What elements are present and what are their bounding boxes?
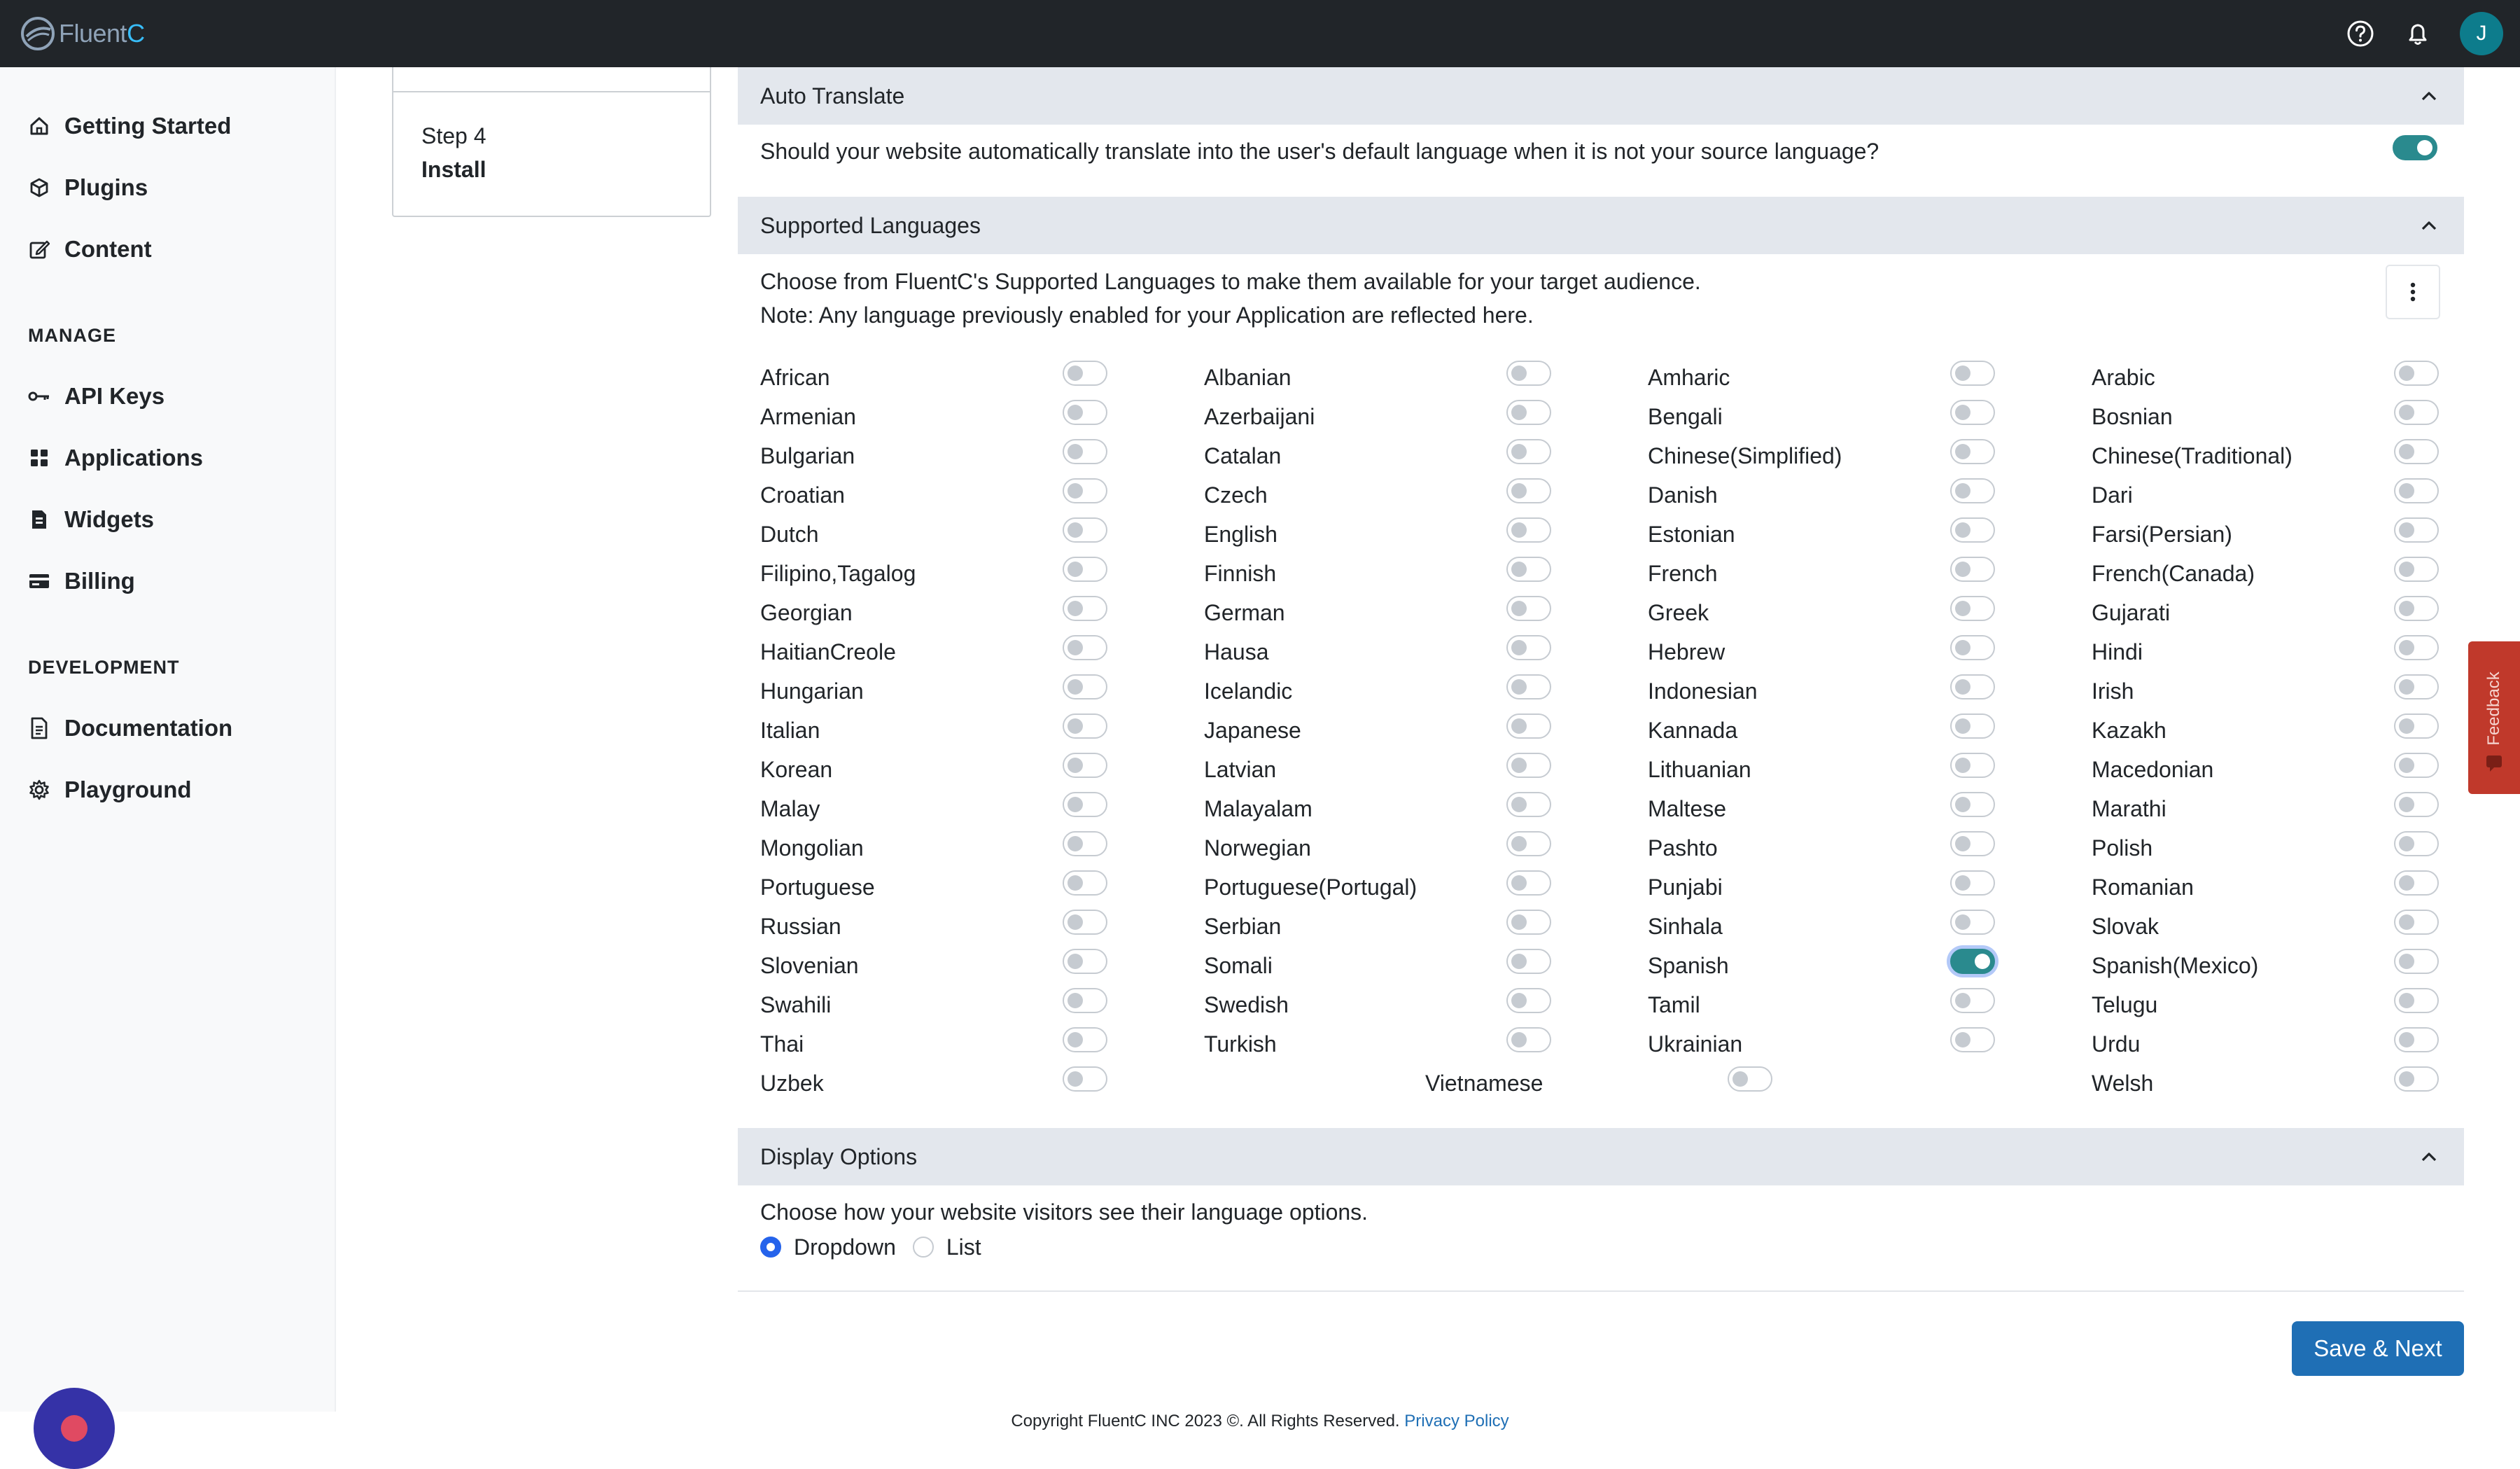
- language-toggle-bosnian[interactable]: [2394, 400, 2439, 425]
- language-label-dutch: Dutch: [760, 522, 819, 547]
- language-toggle-armenian[interactable]: [1063, 400, 1107, 425]
- language-label-czech: Czech: [1204, 482, 1268, 508]
- sidebar-item-plugins[interactable]: [28, 167, 148, 209]
- language-label-kazakh: Kazakh: [2092, 718, 2166, 743]
- language-label-maltese: Maltese: [1648, 796, 1727, 821]
- step-card[interactable]: [392, 67, 711, 217]
- language-label-serbian: Serbian: [1204, 914, 1282, 939]
- home-icon: [28, 115, 50, 137]
- language-label-welsh: Welsh: [2092, 1071, 2154, 1096]
- sidebar-item-widgets[interactable]: [28, 499, 154, 541]
- language-toggle-punjabi[interactable]: [1950, 870, 1995, 896]
- gear-icon: [28, 779, 50, 801]
- language-toggle-maltese[interactable]: [1950, 792, 1995, 817]
- display-mode-radio-group: [760, 1233, 998, 1261]
- display-options-description: Choose how your website visitors see their language options.: [760, 1199, 1368, 1225]
- language-toggle-indonesian[interactable]: [1950, 674, 1995, 699]
- sidebar-item-label: Content: [64, 236, 152, 262]
- sidebar-item-content[interactable]: [28, 228, 152, 270]
- language-toggle-sinhala[interactable]: [1950, 910, 1995, 935]
- language-toggle-haitiancreole[interactable]: [1063, 635, 1107, 660]
- language-toggle-german[interactable]: [1506, 596, 1551, 621]
- language-toggle-gujarati[interactable]: [2394, 596, 2439, 621]
- language-label-slovenian: Slovenian: [760, 953, 859, 978]
- panel-title: Supported Languages: [760, 212, 981, 238]
- language-label-danish: Danish: [1648, 482, 1718, 508]
- step-number: Step 4: [421, 123, 486, 148]
- key-icon: [28, 385, 50, 408]
- language-toggle-polish[interactable]: [2394, 831, 2439, 856]
- help-icon[interactable]: [2345, 18, 2376, 49]
- language-toggle-korean[interactable]: [1063, 753, 1107, 778]
- sidebar-item-applications[interactable]: [28, 437, 203, 479]
- language-toggle-uzbek[interactable]: [1063, 1066, 1107, 1092]
- language-toggle-albanian[interactable]: [1506, 361, 1551, 386]
- avatar[interactable]: [2460, 12, 2503, 55]
- sidebar-item-label: Playground: [64, 777, 192, 802]
- language-label-polish: Polish: [2092, 835, 2153, 861]
- language-label-kannada: Kannada: [1648, 718, 1738, 743]
- language-toggle-croatian[interactable]: [1063, 478, 1107, 503]
- language-label-spanish: Spanish: [1648, 953, 1729, 978]
- language-label-spanish-mexico: Spanish(Mexico): [2092, 953, 2259, 978]
- language-label-punjabi: Punjabi: [1648, 875, 1723, 900]
- language-toggle-pashto[interactable]: [1950, 831, 1995, 856]
- language-toggle-tamil[interactable]: [1950, 988, 1995, 1013]
- language-label-russian: Russian: [760, 914, 841, 939]
- language-label-romanian: Romanian: [2092, 875, 2194, 900]
- sidebar-item-label: Billing: [64, 568, 135, 594]
- language-toggle-hungarian[interactable]: [1063, 674, 1107, 699]
- sidebar-item-label: Plugins: [64, 174, 148, 200]
- language-toggle-azerbaijani[interactable]: [1506, 400, 1551, 425]
- radio-list[interactable]: [913, 1237, 934, 1258]
- language-toggle-portuguese-portugal[interactable]: [1506, 870, 1551, 896]
- languages-note: Note: Any language previously enabled for your Application are reflected here.: [760, 302, 1534, 328]
- language-toggle-hebrew[interactable]: [1950, 635, 1995, 660]
- panel-title: Display Options: [760, 1143, 918, 1169]
- language-label-norwegian: Norwegian: [1204, 835, 1311, 861]
- language-toggle-welsh[interactable]: [2394, 1066, 2439, 1092]
- edit-icon: [28, 238, 50, 260]
- sidebar: [0, 67, 336, 1412]
- language-toggle-swahili[interactable]: [1063, 988, 1107, 1013]
- language-toggle-turkish[interactable]: [1506, 1027, 1551, 1052]
- language-label-farsi-persian: Farsi(Persian): [2092, 522, 2232, 547]
- language-toggle-lithuanian[interactable]: [1950, 753, 1995, 778]
- language-toggle-chinese-traditional[interactable]: [2394, 439, 2439, 464]
- language-label-finnish: Finnish: [1204, 561, 1277, 586]
- language-label-french-canada: French(Canada): [2092, 561, 2255, 586]
- language-label-chinese-simplified: Chinese(Simplified): [1648, 443, 1842, 468]
- language-label-korean: Korean: [760, 757, 833, 782]
- language-toggle-marathi[interactable]: [2394, 792, 2439, 817]
- language-label-japanese: Japanese: [1204, 718, 1301, 743]
- language-label-somali: Somali: [1204, 953, 1273, 978]
- language-toggle-farsi-persian[interactable]: [2394, 517, 2439, 543]
- language-label-armenian: Armenian: [760, 404, 856, 429]
- language-toggle-georgian[interactable]: [1063, 596, 1107, 621]
- sidebar-item-label: Getting Started: [64, 113, 232, 139]
- language-label-greek: Greek: [1648, 600, 1709, 625]
- bell-icon[interactable]: [2402, 18, 2433, 49]
- language-label-bosnian: Bosnian: [2092, 404, 2173, 429]
- section-heading-development: DEVELOPMENT: [28, 657, 180, 678]
- language-toggle-french[interactable]: [1950, 557, 1995, 582]
- language-label-latvian: Latvian: [1204, 757, 1277, 782]
- language-label-ukrainian: Ukrainian: [1648, 1031, 1743, 1057]
- sidebar-item-label: Applications: [64, 445, 204, 471]
- display-options-header[interactable]: [738, 1128, 2464, 1185]
- language-toggle-urdu[interactable]: [2394, 1027, 2439, 1052]
- language-label-portuguese-portugal: Portuguese(Portugal): [1204, 875, 1418, 900]
- language-label-hungarian: Hungarian: [760, 678, 864, 704]
- language-toggle-czech[interactable]: [1506, 478, 1551, 503]
- language-label-pashto: Pashto: [1648, 835, 1718, 861]
- language-toggle-estonian[interactable]: [1950, 517, 1995, 543]
- save-next-button[interactable]: Save & Next: [2292, 1321, 2464, 1376]
- language-toggle-romanian[interactable]: [2394, 870, 2439, 896]
- chevron-up-icon[interactable]: [2416, 1144, 2442, 1169]
- sidebar-item-label: API Keys: [64, 383, 165, 409]
- language-toggle-danish[interactable]: [1950, 478, 1995, 503]
- chevron-up-icon[interactable]: [2416, 213, 2442, 238]
- language-toggle-vietnamese[interactable]: [1728, 1066, 1772, 1092]
- language-toggle-serbian[interactable]: [1506, 910, 1551, 935]
- top-bar: [0, 0, 2520, 67]
- language-label-thai: Thai: [760, 1031, 804, 1057]
- language-toggle-bengali[interactable]: [1950, 400, 1995, 425]
- language-toggle-bulgarian[interactable]: [1063, 439, 1107, 464]
- language-toggle-somali[interactable]: [1506, 949, 1551, 974]
- brand-name: FluentC: [59, 19, 145, 48]
- language-toggle-latvian[interactable]: [1506, 753, 1551, 778]
- widget-icon: [28, 508, 50, 531]
- language-label-portuguese: Portuguese: [760, 875, 875, 900]
- sidebar-item-label: Widgets: [64, 506, 155, 532]
- supported-languages-header[interactable]: [738, 197, 2464, 254]
- language-label-hindi: Hindi: [2092, 639, 2143, 664]
- language-label-hebrew: Hebrew: [1648, 639, 1726, 664]
- language-toggle-english[interactable]: [1506, 517, 1551, 543]
- language-toggle-macedonian[interactable]: [2394, 753, 2439, 778]
- language-label-dari: Dari: [2092, 482, 2133, 508]
- language-label-hausa: Hausa: [1204, 639, 1269, 664]
- avatar-initial: J: [2476, 22, 2487, 45]
- card-icon: [28, 570, 50, 592]
- section-heading-manage: MANAGE: [28, 325, 116, 346]
- language-label-french: French: [1648, 561, 1718, 586]
- auto-translate-question: Should your website automatically translate into the user's default language when it is not your source language?: [760, 139, 1879, 164]
- language-label-uzbek: Uzbek: [760, 1071, 824, 1096]
- chevron-up-icon[interactable]: [2416, 83, 2442, 109]
- more-options-button[interactable]: [2386, 265, 2440, 319]
- step-card-divider: [393, 91, 710, 92]
- language-toggle-dari[interactable]: [2394, 478, 2439, 503]
- language-label-slovak: Slovak: [2092, 914, 2160, 939]
- language-label-lithuanian: Lithuanian: [1648, 757, 1751, 782]
- language-toggle-kannada[interactable]: [1950, 713, 1995, 739]
- language-toggle-spanish-mexico[interactable]: [2394, 949, 2439, 974]
- language-toggle-japanese[interactable]: [1506, 713, 1551, 739]
- language-toggle-russian[interactable]: [1063, 910, 1107, 935]
- language-toggle-kazakh[interactable]: [2394, 713, 2439, 739]
- language-label-vietnamese: Vietnamese: [1425, 1071, 1544, 1096]
- feedback-label: Feedback: [2484, 671, 2503, 746]
- cube-icon: [28, 176, 50, 199]
- footer: [0, 1412, 2520, 1431]
- language-label-malayalam: Malayalam: [1204, 796, 1312, 821]
- language-label-catalan: Catalan: [1204, 443, 1282, 468]
- copyright-text: Copyright FluentC INC 2023 ©. All Rights Reserved.: [1011, 1412, 1400, 1430]
- language-label-bulgarian: Bulgarian: [760, 443, 855, 468]
- language-toggle-greek[interactable]: [1950, 596, 1995, 621]
- language-toggle-telugu[interactable]: [2394, 988, 2439, 1013]
- language-label-amharic: Amharic: [1648, 365, 1730, 390]
- sidebar-item-billing[interactable]: [28, 560, 135, 602]
- language-label-croatian: Croatian: [760, 482, 845, 508]
- language-toggle-slovak[interactable]: [2394, 910, 2439, 935]
- document-icon: [28, 717, 50, 739]
- language-label-marathi: Marathi: [2092, 796, 2166, 821]
- language-toggle-swedish[interactable]: [1506, 988, 1551, 1013]
- kebab-menu-icon: [2410, 282, 2416, 302]
- language-toggle-ukrainian[interactable]: [1950, 1027, 1995, 1052]
- language-toggle-hausa[interactable]: [1506, 635, 1551, 660]
- language-label-irish: Irish: [2092, 678, 2134, 704]
- language-label-georgian: Georgian: [760, 600, 853, 625]
- language-toggle-chinese-simplified[interactable]: [1950, 439, 1995, 464]
- language-label-icelandic: Icelandic: [1204, 678, 1293, 704]
- language-label-telugu: Telugu: [2092, 992, 2158, 1017]
- privacy-policy-link[interactable]: Privacy Policy: [1404, 1412, 1509, 1430]
- language-label-haitiancreole: HaitianCreole: [760, 639, 896, 664]
- language-toggle-thai[interactable]: [1063, 1027, 1107, 1052]
- language-label-sinhala: Sinhala: [1648, 914, 1723, 939]
- language-label-gujarati: Gujarati: [2092, 600, 2171, 625]
- language-toggle-malay[interactable]: [1063, 792, 1107, 817]
- language-label-african: African: [760, 365, 830, 390]
- language-label-swahili: Swahili: [760, 992, 832, 1017]
- radio-label-dropdown: Dropdown: [794, 1234, 896, 1260]
- panel-title: Auto Translate: [760, 83, 905, 109]
- language-toggle-icelandic[interactable]: [1506, 674, 1551, 699]
- top-actions: [2345, 12, 2503, 55]
- brand-logo[interactable]: [20, 15, 145, 52]
- language-toggle-irish[interactable]: [2394, 674, 2439, 699]
- auto-translate-toggle[interactable]: [2393, 135, 2437, 160]
- language-toggle-finnish[interactable]: [1506, 557, 1551, 582]
- language-toggle-malayalam[interactable]: [1506, 792, 1551, 817]
- language-toggle-french-canada[interactable]: [2394, 557, 2439, 582]
- language-toggle-hindi[interactable]: [2394, 635, 2439, 660]
- feedback-chat-icon: [2484, 753, 2504, 773]
- language-toggle-dutch[interactable]: [1063, 517, 1107, 543]
- language-label-macedonian: Macedonian: [2092, 757, 2214, 782]
- sidebar-item-label: Documentation: [64, 715, 233, 741]
- language-toggle-amharic[interactable]: [1950, 361, 1995, 386]
- divider: [738, 1290, 2464, 1292]
- language-label-bengali: Bengali: [1648, 404, 1723, 429]
- language-label-german: German: [1204, 600, 1285, 625]
- language-label-arabic: Arabic: [2092, 365, 2155, 390]
- language-toggle-italian[interactable]: [1063, 713, 1107, 739]
- radio-dropdown[interactable]: [760, 1237, 781, 1258]
- radio-label-list: List: [946, 1234, 981, 1260]
- sidebar-item-playground[interactable]: [28, 769, 192, 811]
- language-toggle-african[interactable]: [1063, 361, 1107, 386]
- language-toggle-spanish[interactable]: [1950, 949, 1995, 974]
- language-label-italian: Italian: [760, 718, 820, 743]
- step-name: Install: [421, 157, 486, 182]
- language-toggle-slovenian[interactable]: [1063, 949, 1107, 974]
- language-toggle-filipino-tagalog[interactable]: [1063, 557, 1107, 582]
- language-label-chinese-traditional: Chinese(Traditional): [2092, 443, 2292, 468]
- fluentc-logo-icon: [20, 15, 56, 52]
- language-toggle-portuguese[interactable]: [1063, 870, 1107, 896]
- languages-description: Choose from FluentC's Supported Languages to make them available for your target audience.: [760, 269, 1701, 294]
- language-label-azerbaijani: Azerbaijani: [1204, 404, 1315, 429]
- language-label-swedish: Swedish: [1204, 992, 1289, 1017]
- language-toggle-arabic[interactable]: [2394, 361, 2439, 386]
- language-label-english: English: [1204, 522, 1278, 547]
- language-toggle-catalan[interactable]: [1506, 439, 1551, 464]
- language-label-malay: Malay: [760, 796, 820, 821]
- language-label-turkish: Turkish: [1204, 1031, 1277, 1057]
- language-label-tamil: Tamil: [1648, 992, 1700, 1017]
- language-label-estonian: Estonian: [1648, 522, 1735, 547]
- language-label-albanian: Albanian: [1204, 365, 1292, 390]
- grid-icon: [28, 447, 50, 469]
- auto-translate-header[interactable]: [738, 67, 2464, 125]
- language-label-indonesian: Indonesian: [1648, 678, 1758, 704]
- language-label-urdu: Urdu: [2092, 1031, 2141, 1057]
- sidebar-item-documentation[interactable]: [28, 707, 232, 749]
- feedback-tab[interactable]: [2468, 641, 2520, 794]
- sidebar-item-getting-started[interactable]: [28, 105, 231, 147]
- sidebar-item-api-keys[interactable]: [28, 375, 164, 417]
- language-label-filipino-tagalog: Filipino,Tagalog: [760, 561, 916, 586]
- language-toggle-mongolian[interactable]: [1063, 831, 1107, 856]
- language-toggle-norwegian[interactable]: [1506, 831, 1551, 856]
- language-label-mongolian: Mongolian: [760, 835, 864, 861]
